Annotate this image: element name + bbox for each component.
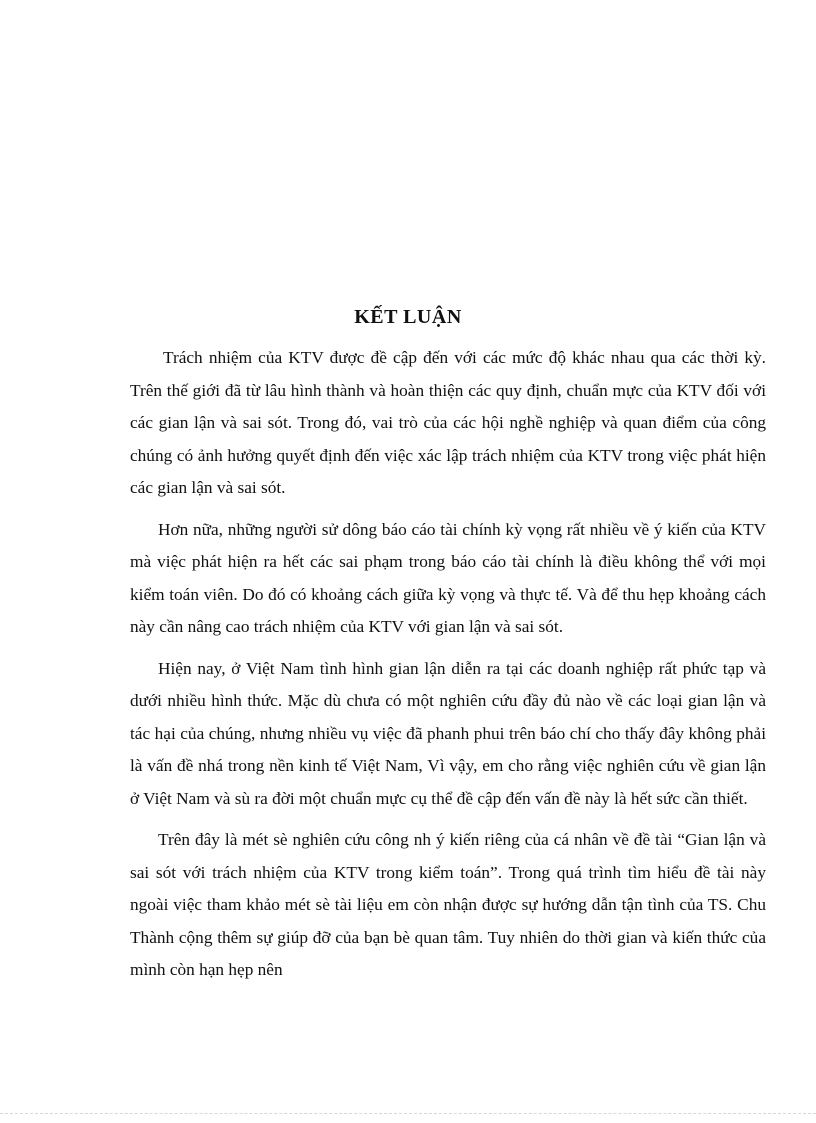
paragraph-1: Trách nhiệm của KTV được đề cập đến với các mức độ khác nhau qua các thời kỳ. Trên thế giới đã từ lâu hình thành và hoàn thiện các quy định, chuẩn mực của KTV đối với các gian lận và sai sót. Trong đó, vai trò của các hội nghề nghiệp và quan điểm của công chúng có ảnh hưởng quyết định đến việc xác lập trách nhiệm của KTV trong việc phát hiện các gian lận và sai sót. [130, 348, 766, 497]
paragraph-2: Hơn nữa, những người sử dông báo cáo tài chính kỳ vọng rất nhiều về ý kiến của KTV mà việc phát hiện ra hết các sai phạm trong báo cáo tài chính là điều không thể với mọi kiểm toán viên. Do đó có khoảng cách giữa kỳ vọng và thực tế. Và để thu hẹp khoảng cách này cần nâng cao trách nhiệm của KTV với gian lận và sai sót. [130, 519, 766, 636]
paragraph-3: Hiện nay, ở Việt Nam tình hình gian lận diễn ra tại các doanh nghiệp rất phức tạp và dưới nhiều hình thức. Mặc dù chưa có một nghiên cứu đầy đủ nào về các loại gian lận và tác hại của chúng, nhưng nhiều vụ việc đã phanh phui trên báo chí cho thấy đây không phải là vấn đề nhá trong nền kinh tế Việt Nam, Vì vậy, em cho rằng việc nghiên cứu về gian lận ở Việt Nam và sù ra đời một chuẩn mực cụ thể đề cập đến vấn đề này là hết sức cần thiết. [130, 658, 766, 808]
body-text [130, 342, 766, 996]
page-title: KẾT LUẬN [354, 306, 462, 328]
page-bottom-divider [0, 1113, 816, 1114]
paragraph-4: Trên đây là mét sè nghiên cứu công nh ý kiến riêng của cá nhân về đề tài “Gian lận và sai sót với trách nhiệm của KTV trong kiểm toán”. Trong quá trình tìm hiểu đề tài này ngoài việc tham khảo mét sè tài liệu em còn nhận được sự hướng dẫn tận tình của TS. Chu Thành cộng thêm sự giúp đỡ của bạn bè quan tâm. Tuy nhiên do thời gian và kiến thức của mình còn hạn hẹp nên [130, 830, 766, 979]
